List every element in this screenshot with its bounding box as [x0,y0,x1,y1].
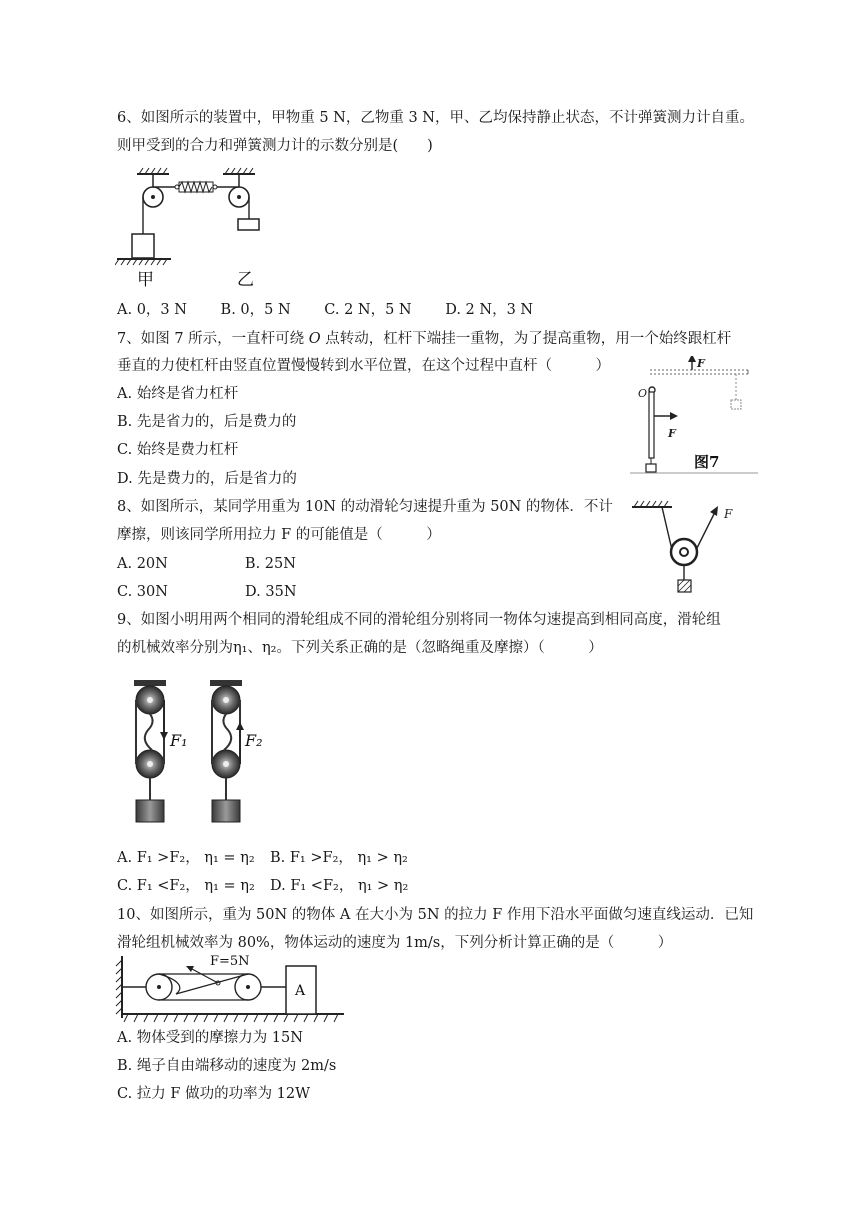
q10-label-a: A [295,983,306,999]
q8-options-row2: C. 30N D. 35N [117,584,297,600]
q6-label-jia: 甲 [137,270,154,290]
q9-label-f1: F₁ [170,731,188,750]
q10-stem-line2: 滑轮组机械效率为 80%，物体运动的速度为 1m/s，下列分析计算正确的是（ ） [117,935,673,951]
q9-stem-line1: 9、如图小明用两个相同的滑轮组成不同的滑轮组分别将同一物体匀速提高到相同高度，滑轮组 [117,612,721,628]
q10-option-a: A. 物体受到的摩擦力为 15N [117,1030,303,1046]
q9-option-d: D. F₁ <F₂， η₁ > η₂ [270,878,409,894]
q6-label-yi: 乙 [237,270,254,290]
q10-stem-line1: 10、如图所示，重为 50N 的物体 A 在大小为 5N 的拉力 F 作用下沿水平面做匀速直线运动．已知 [117,907,754,923]
q10-horizontal-pulley-figure [114,952,346,1024]
q7-lever-figure [630,356,760,476]
q8-stem-line2: 摩擦，则该同学所用拉力 F 的可能值是（ ） [117,527,441,543]
q8-label-f: F [724,507,733,521]
q8-options-row1: A. 20N B. 25N [117,556,296,572]
q7-label-f-side: F [668,427,676,440]
q7-stem-line1 [117,329,731,349]
q8-movable-pulley-figure [628,500,748,598]
q7-option-b: B. 先是省力的，后是费力的 [117,414,297,430]
q10-option-b: B. 绳子自由端移动的速度为 2m/s [117,1058,337,1074]
q7-fig-caption: 图7 [694,453,720,471]
q6-pulley-spring-figure [115,164,275,292]
q9-option-a: A. F₁ >F₂， η₁ = η₂ [117,850,255,866]
q6-stem-line1: 6、如图所示的装置中，甲物重 5 N，乙物重 3 N，甲、乙均保持静止状态，不计弹簧测力计自重。 [117,110,754,126]
q8-stem-line1: 8、如图所示，某同学用重为 10N 的动滑轮匀速提升重为 50N 的物体．不计 [117,499,613,515]
q10-option-c: C. 拉力 F 做功的功率为 12W [117,1086,311,1102]
q9-label-f2: F₂ [245,731,263,750]
q9-pulley-blocks-figure [124,676,274,830]
q9-option-b: B. F₁ >F₂， η₁ > η₂ [270,850,408,866]
q7-stem-point-o: O [308,331,321,347]
q6-options: A. 0，3 N B. 0，5 N C. 2 N，5 N D. 2 N，3 N [117,302,534,318]
q7-stem-line2: 垂直的力使杠杆由竖直位置慢慢转到水平位置，在这个过程中直杆（ ） [117,358,610,374]
q6-stem-line2: 则甲受到的合力和弹簧测力计的示数分别是( ) [117,138,433,154]
q7-option-d: D. 先是费力的，后是省力的 [117,471,297,487]
q7-label-f-top: F [697,357,705,370]
q7-stem-part1: 7、如图 7 所示，一直杆可绕 [117,331,309,347]
q7-label-o: O [638,387,648,400]
q9-option-c: C. F₁ <F₂， η₁ = η₂ [117,878,255,894]
q9-stem-line2: 的机械效率分别为η₁、η₂。下列关系正确的是（忽略绳重及摩擦）（ ） [117,640,603,656]
q7-option-a: A. 始终是省力杠杆 [117,386,239,402]
q7-option-c: C. 始终是费力杠杆 [117,442,239,458]
q10-label-force: F=5N [210,954,250,969]
q7-stem-part2: 点转动，杠杆下端挂一重物，为了提高重物，用一个始终跟杠杆 [320,331,732,347]
